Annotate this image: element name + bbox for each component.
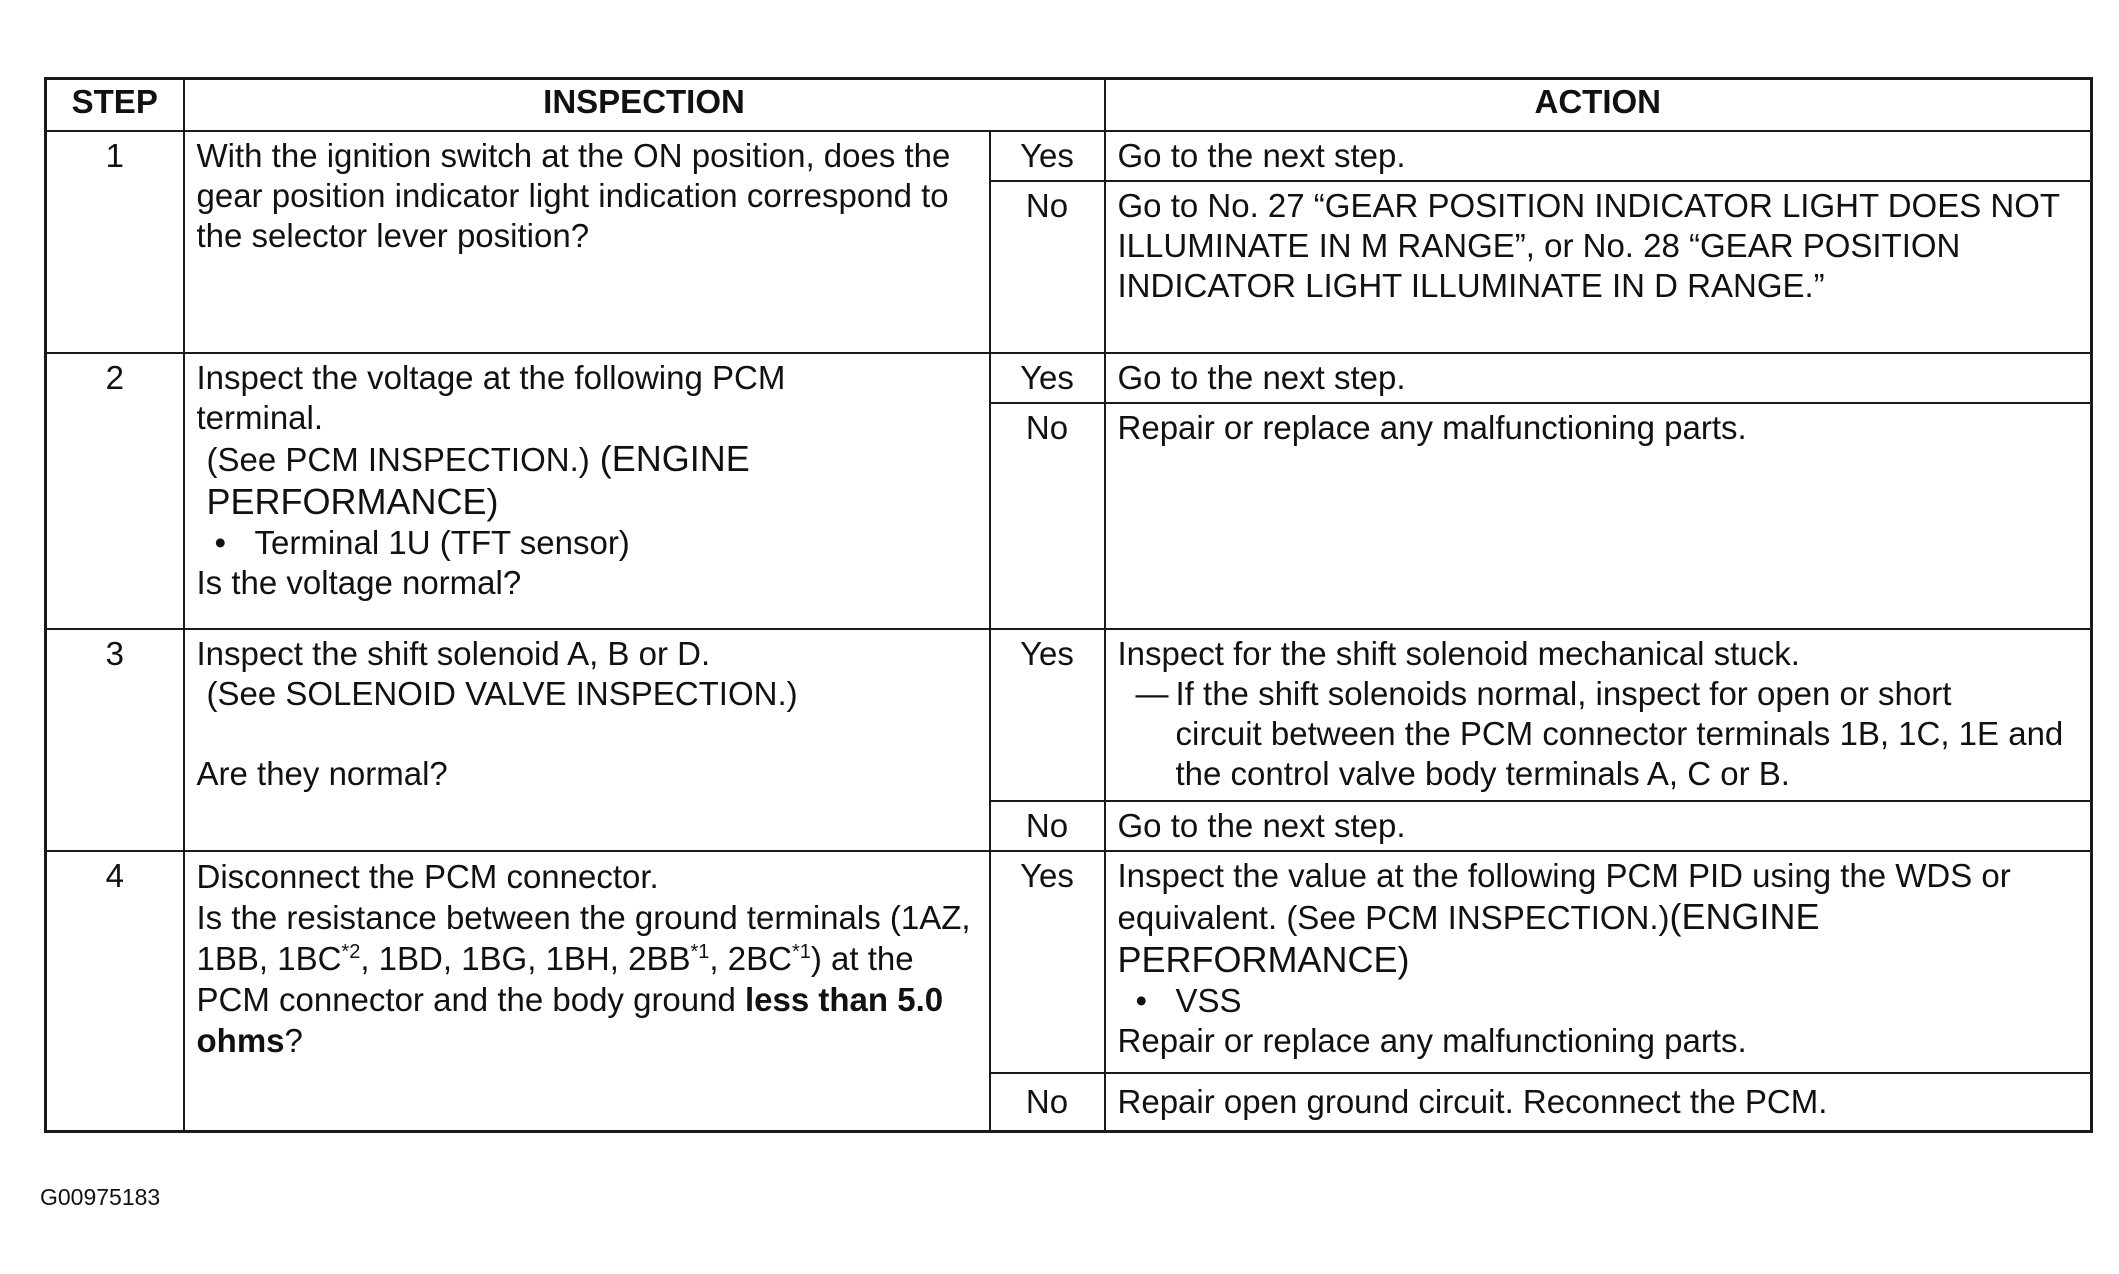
inspection-question: Are they normal? xyxy=(196,755,448,792)
inspection-cell xyxy=(184,851,990,1132)
inspection-cell xyxy=(184,629,990,851)
question-part: , 2BC xyxy=(709,940,792,977)
diagnostic-table xyxy=(44,77,2093,1133)
sub-note-text: If the shift solenoids normal, inspect for open or short xyxy=(1175,675,1952,712)
inspection-column-header: INSPECTION xyxy=(184,79,1105,132)
step-number: 2 xyxy=(46,353,184,629)
inspection-cell xyxy=(184,353,990,629)
no-action: Repair or replace any malfunctioning parts. xyxy=(1105,403,2092,629)
bullet-item xyxy=(197,523,869,563)
no-action: Repair open ground circuit. Reconnect the PCM. xyxy=(1105,1073,2092,1132)
table-row xyxy=(46,131,2092,181)
step-number: 4 xyxy=(46,851,184,1132)
question-part: ) at the PCM connector and the body ground xyxy=(196,940,914,1018)
reference-link[interactable]: (See PCM INSPECTION.) xyxy=(206,441,590,478)
action-column-header: ACTION xyxy=(1105,79,2092,132)
step-column-header: STEP xyxy=(46,79,184,132)
no-action: Go to No. 27 “GEAR POSITION INDICATOR LIGHT DOES NOT ILLUMINATE IN M RANGE”, or No. 28 “GEAR POSITION INDICATOR LIGHT ILLUMINATE IN D RANGE.” xyxy=(1105,181,2092,353)
bullet-item xyxy=(1118,981,2079,1021)
inspection-question xyxy=(197,897,977,1061)
table-row xyxy=(46,629,2092,801)
yes-label: Yes xyxy=(990,851,1105,1073)
footnote-marker: *1 xyxy=(791,941,811,963)
inspection-text: Inspect the shift solenoid A, B or D. xyxy=(196,635,711,672)
question-part: ? xyxy=(284,1022,303,1059)
step-number: 1 xyxy=(46,131,184,353)
yes-label: Yes xyxy=(990,131,1105,181)
step-number: 3 xyxy=(46,629,184,851)
dash-icon: — xyxy=(1135,675,1169,712)
question-part: , 1BD, 1BG, 1BH, 2BB xyxy=(360,940,691,977)
footnote-marker: *2 xyxy=(341,941,361,963)
yes-label: Yes xyxy=(990,629,1105,801)
yes-action: Go to the next step. xyxy=(1105,353,2092,403)
question-part: Is the resistance between the ground terminals (1AZ, 1BB, 1BC xyxy=(196,899,971,977)
inspection-text: Disconnect the PCM connector. xyxy=(196,858,659,895)
bullet-text: Terminal 1U (TFT sensor) xyxy=(254,524,630,561)
yes-action-end: Repair or replace any malfunctioning parts. xyxy=(1117,1022,1747,1059)
yes-action: Inspect for the shift solenoid mechanical stuck. xyxy=(1117,635,1800,672)
no-label: No xyxy=(990,181,1105,353)
table-row xyxy=(46,353,2092,403)
resistance-spec: less than 5.0 ohms xyxy=(196,981,944,1059)
no-label: No xyxy=(990,403,1105,629)
reference-section: (ENGINE PERFORMANCE) xyxy=(1117,896,1820,980)
reference-line xyxy=(197,438,869,523)
reference-section: (ENGINE PERFORMANCE) xyxy=(206,438,750,522)
yes-label: Yes xyxy=(990,353,1105,403)
no-action: Go to the next step. xyxy=(1105,801,2092,851)
reference-link[interactable]: (See PCM INSPECTION.) xyxy=(1286,899,1670,936)
no-label: No xyxy=(990,1073,1105,1132)
header-row xyxy=(46,79,2092,132)
sub-note-continued: circuit between the PCM connector terminals 1B, 1C, 1E and the control valve body terminals A, C or B. xyxy=(1175,715,2064,792)
bullet-text: VSS xyxy=(1175,982,1242,1019)
yes-action-cell xyxy=(1105,851,2092,1073)
footnote-marker: *1 xyxy=(690,941,710,963)
inspection-text: With the ignition switch at the ON position, does the gear position indicator light indication correspond to the selector lever position? xyxy=(184,131,990,353)
yes-action: Inspect the value at the following PCM PID using the WDS or equivalent. xyxy=(1117,857,2011,936)
inspection-text: Inspect the voltage at the following PCM terminal. xyxy=(196,359,786,436)
bullet-icon: • xyxy=(1135,982,1148,1019)
bullet-icon: • xyxy=(214,524,227,561)
inspection-question: Is the voltage normal? xyxy=(196,564,522,601)
figure-id: G00975183 xyxy=(40,1184,161,1210)
reference-link[interactable]: (See SOLENOID VALVE INSPECTION.) xyxy=(206,675,798,712)
table-row xyxy=(46,851,2092,1073)
yes-action: Go to the next step. xyxy=(1105,131,2092,181)
no-label: No xyxy=(990,801,1105,851)
yes-action-cell xyxy=(1105,629,2092,801)
sub-note xyxy=(1118,674,2079,714)
